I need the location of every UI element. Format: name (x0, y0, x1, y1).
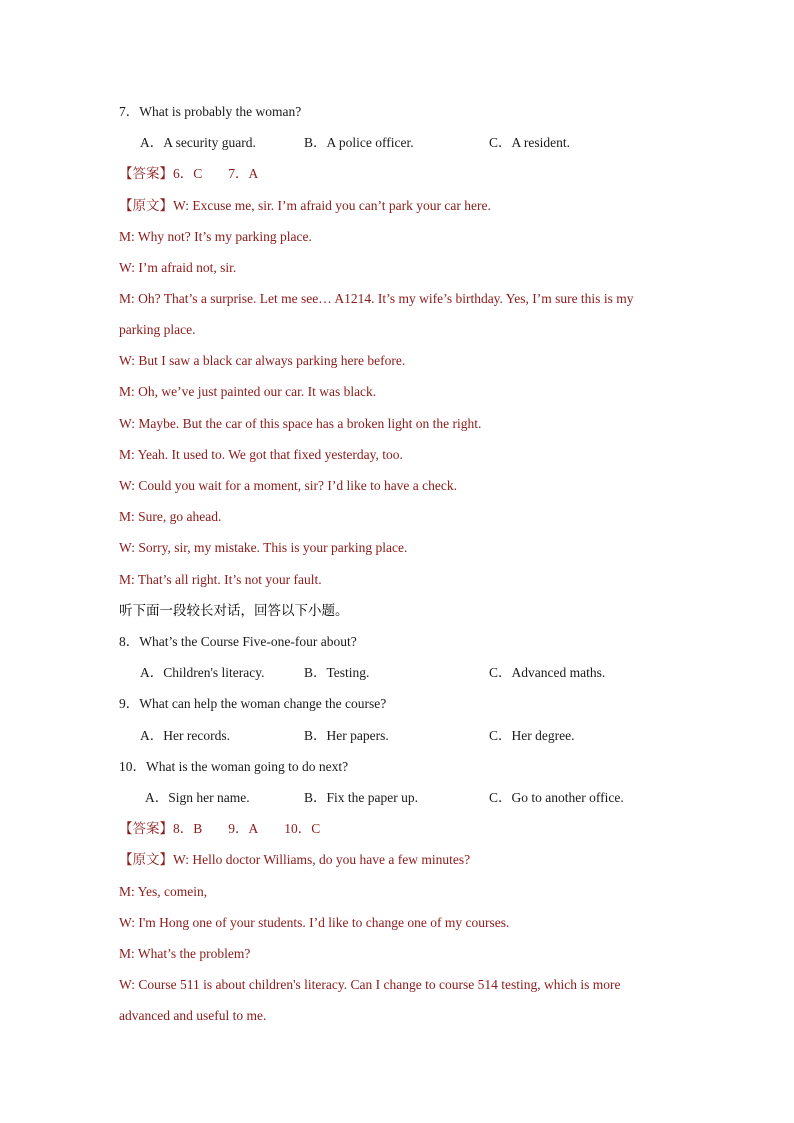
transcript-line: M: Oh, we’ve just painted our car. It was black. (119, 384, 377, 399)
transcript-line: W: Sorry, sir, my mistake. This is your parking place. (119, 540, 408, 555)
q10-option-b: B．Fix the paper up. (304, 790, 418, 805)
transcript-label: 【原文】 (119, 852, 173, 868)
transcript-line: M: Oh? That’s a surprise. Let me see… A1214. It’s my wife’s birthday. Yes, I’m sure this is my (119, 291, 634, 306)
q7-option-b: B．A police officer. (304, 135, 414, 150)
transcript-line: W: Hello doctor Williams, do you have a few minutes? (173, 852, 471, 867)
answer-label: 【答案】 (119, 821, 173, 837)
answer-line-1 (119, 165, 258, 183)
answer-item: 10．C (284, 821, 321, 836)
answer-item: 7．A (228, 166, 259, 181)
transcript-line: M: Yes, comein, (119, 884, 208, 899)
question-8: 8．What’s the Course Five-one-four about? (119, 634, 357, 649)
transcript-line: parking place. (119, 322, 196, 337)
transcript-line: M: Yeah. It used to. We got that fixed yesterday, too. (119, 447, 403, 462)
q8-option-b: B．Testing. (304, 665, 370, 680)
answer-item: 9．A (228, 821, 259, 836)
transcript-line: M: What’s the problem? (119, 946, 251, 961)
transcript-line: W: Course 511 is about children's literacy. Can I change to course 514 testing, which is more (119, 977, 621, 992)
answer-line-2 (119, 820, 320, 838)
transcript-label: 【原文】 (119, 198, 173, 214)
q8-option-c: C．Advanced maths. (489, 665, 606, 680)
section-instruction: 听下面一段较长对话，回答以下小题。 (119, 603, 349, 619)
transcript-line: W: But I saw a black car always parking here before. (119, 353, 406, 368)
q8-option-a: A．Children's literacy. (140, 665, 265, 680)
transcript-line: W: I’m afraid not, sir. (119, 260, 237, 275)
transcript-line: W: Could you wait for a moment, sir? I’d like to have a check. (119, 478, 458, 493)
answer-label: 【答案】 (119, 166, 173, 182)
transcript-line: M: That’s all right. It’s not your fault. (119, 572, 322, 587)
q10-option-a: A．Sign her name. (145, 790, 250, 805)
question-9: 9．What can help the woman change the course? (119, 696, 387, 711)
transcript-first-line-2 (119, 851, 470, 869)
transcript-line: advanced and useful to me. (119, 1008, 267, 1023)
question-7: 7．What is probably the woman? (119, 104, 302, 119)
q10-option-c: C．Go to another office. (489, 790, 624, 805)
question-10: 10．What is the woman going to do next? (119, 759, 349, 774)
q9-option-b: B．Her papers. (304, 728, 389, 743)
transcript-line: M: Sure, go ahead. (119, 509, 222, 524)
transcript-first-line-1 (119, 197, 491, 215)
transcript-line: W: I'm Hong one of your students. I’d like to change one of my courses. (119, 915, 510, 930)
answer-item: 6．C (173, 166, 203, 181)
answer-item: 8．B (173, 821, 203, 836)
transcript-line: W: Excuse me, sir. I’m afraid you can’t park your car here. (173, 198, 491, 213)
transcript-line: M: Why not? It’s my parking place. (119, 229, 312, 244)
q9-option-c: C．Her degree. (489, 728, 575, 743)
q7-option-c: C．A resident. (489, 135, 570, 150)
transcript-line: W: Maybe. But the car of this space has a broken light on the right. (119, 416, 482, 431)
q9-option-a: A．Her records. (140, 728, 230, 743)
q7-option-a: A．A security guard. (140, 135, 256, 150)
